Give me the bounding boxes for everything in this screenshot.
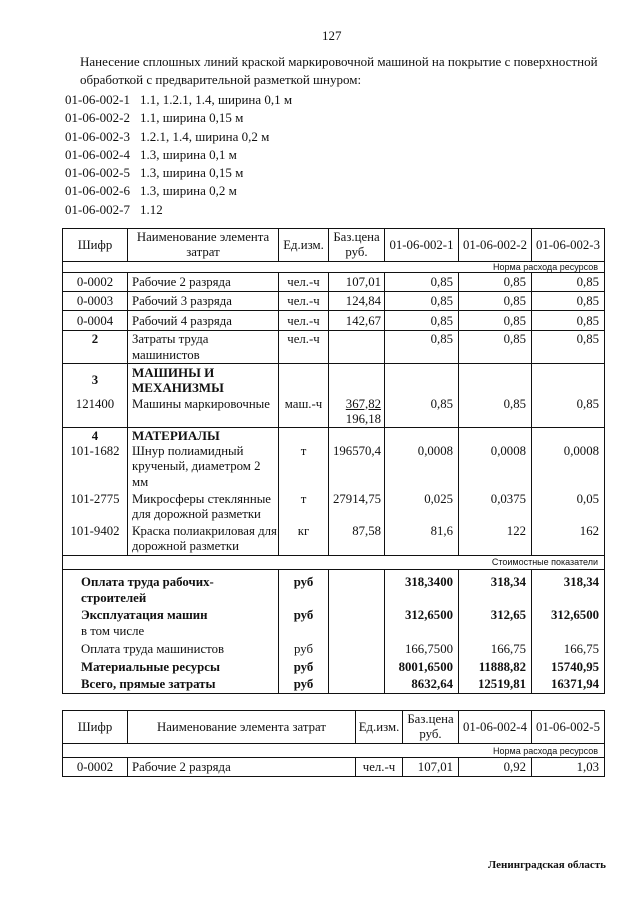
cell-unit: чел.-ч bbox=[356, 758, 403, 777]
section-code: 3 bbox=[63, 364, 128, 397]
cell-value: 318,3400 bbox=[385, 569, 459, 606]
total-name-text: Оплата труда рабочих-строителей bbox=[81, 574, 214, 605]
cell-value: 0,85 bbox=[459, 311, 532, 331]
cell-value: 0,85 bbox=[385, 273, 459, 292]
header-norm-column: 01-06-002-4 bbox=[459, 711, 532, 744]
cell-value: 0,92 bbox=[459, 758, 532, 777]
cell-value: 11888,82 bbox=[459, 658, 532, 675]
intro-paragraph bbox=[80, 53, 598, 89]
table-header-row bbox=[63, 229, 605, 262]
cell-value: 0,85 bbox=[459, 292, 532, 311]
section-title: МАТЕРИАЛЫ bbox=[128, 427, 279, 444]
cell-value: 0,85 bbox=[532, 397, 605, 428]
cell-value: 8632,64 bbox=[385, 675, 459, 693]
cell-value: 312,65 bbox=[459, 606, 532, 640]
cell-unit: руб bbox=[279, 569, 329, 606]
cell-price: 107,01 bbox=[403, 758, 459, 777]
cell-code: 0-0003 bbox=[63, 292, 128, 311]
cell-value: 0,0375 bbox=[459, 492, 532, 524]
cell-code: 101-9402 bbox=[63, 524, 128, 556]
total-name bbox=[63, 640, 279, 658]
header-price: Баз.цена руб. bbox=[329, 229, 385, 262]
norm-code-list bbox=[65, 91, 292, 219]
cell-value bbox=[385, 427, 459, 444]
cell-value: 0,025 bbox=[385, 492, 459, 524]
cell-value: 0,0008 bbox=[459, 444, 532, 492]
cell-value bbox=[459, 364, 532, 397]
cell-name: Рабочий 3 разряда bbox=[128, 292, 279, 311]
cell-price bbox=[329, 427, 385, 444]
cell-code: 0-0004 bbox=[63, 311, 128, 331]
cell-value: 0,85 bbox=[532, 311, 605, 331]
cell-value bbox=[532, 364, 605, 397]
cell-name: Краска полиакриловая для дорожной разметки bbox=[128, 524, 279, 556]
header-norm-column: 01-06-002-3 bbox=[532, 229, 605, 262]
totals-row bbox=[63, 658, 605, 675]
cell-value: 166,75 bbox=[459, 640, 532, 658]
cell-price: 124,84 bbox=[329, 292, 385, 311]
cell-value: 0,85 bbox=[532, 331, 605, 364]
norm-code: 01-06-002-5 bbox=[65, 165, 130, 181]
cell-value: 166,7500 bbox=[385, 640, 459, 658]
header-unit: Ед.изм. bbox=[356, 711, 403, 744]
cell-value bbox=[385, 364, 459, 397]
table-row bbox=[63, 524, 605, 556]
totals-row bbox=[63, 675, 605, 693]
norm-description: 1.12 bbox=[140, 201, 163, 217]
header-norm-column: 01-06-002-5 bbox=[532, 711, 605, 744]
cell-value: 0,85 bbox=[459, 397, 532, 428]
cell-value: 8001,6500 bbox=[385, 658, 459, 675]
cell-unit: маш.-ч bbox=[279, 397, 329, 428]
cell-unit: т bbox=[279, 492, 329, 524]
cell-value: 0,0008 bbox=[532, 444, 605, 492]
norm-code: 01-06-002-7 bbox=[65, 201, 130, 217]
norm-description: 1.1, ширина 0,15 м bbox=[140, 110, 244, 126]
cell-unit bbox=[279, 364, 329, 397]
cell-name: Рабочий 4 разряда bbox=[128, 311, 279, 331]
cell-value bbox=[459, 427, 532, 444]
norm-description: 1.3, ширина 0,2 м bbox=[140, 183, 237, 199]
cell-unit: руб bbox=[279, 675, 329, 693]
norm-code: 01-06-002-6 bbox=[65, 183, 130, 199]
cell-unit: руб bbox=[279, 658, 329, 675]
table-row bbox=[63, 292, 605, 311]
region-footer: Ленинградская область bbox=[488, 859, 606, 871]
total-name bbox=[63, 569, 279, 606]
total-name-text: Материальные ресурсы bbox=[81, 659, 220, 674]
norm-code: 01-06-002-1 bbox=[65, 92, 130, 107]
total-name-text: Эксплуатация машин bbox=[81, 608, 208, 622]
cell-unit: руб bbox=[279, 640, 329, 658]
header-unit: Ед.изм. bbox=[279, 229, 329, 262]
cell-value: 15740,95 bbox=[532, 658, 605, 675]
intro-line-2: обработкой с предварительной разметкой шнуром: bbox=[80, 72, 362, 87]
table-row bbox=[63, 311, 605, 331]
norm-description: 1.3, ширина 0,1 м bbox=[140, 146, 237, 162]
norm-code-item bbox=[65, 146, 292, 164]
cell-unit: кг bbox=[279, 524, 329, 556]
norm-code-item bbox=[65, 201, 292, 219]
table-header-row bbox=[63, 711, 605, 744]
cell-value: 318,34 bbox=[459, 569, 532, 606]
header-price: Баз.цена руб. bbox=[403, 711, 459, 744]
cell-code: 0-0002 bbox=[63, 273, 128, 292]
section-label-row bbox=[63, 555, 605, 569]
cell-code: 101-1682 bbox=[63, 444, 128, 492]
norm-code-item bbox=[65, 182, 292, 200]
norm-code-item bbox=[65, 91, 292, 109]
cell-price: 87,58 bbox=[329, 524, 385, 556]
cell-value: 0,85 bbox=[459, 273, 532, 292]
cell-unit: т bbox=[279, 444, 329, 492]
cell-value: 0,85 bbox=[385, 397, 459, 428]
total-note: в том числе bbox=[81, 624, 145, 638]
header-name: Наименование элемента затрат bbox=[128, 711, 356, 744]
total-name bbox=[63, 658, 279, 675]
header-norm-column: 01-06-002-1 bbox=[385, 229, 459, 262]
cell-unit: чел.-ч bbox=[279, 311, 329, 331]
cell-value: 0,05 bbox=[532, 492, 605, 524]
header-name: Наименование элемента затрат bbox=[128, 229, 279, 262]
norm-code: 01-06-002-4 bbox=[65, 146, 130, 162]
section-row bbox=[63, 427, 605, 444]
cell-value: 0,0008 bbox=[385, 444, 459, 492]
norm-description: 1.3, ширина 0,15 м bbox=[140, 165, 244, 181]
norm-label: Норма расхода ресурсов bbox=[63, 744, 605, 758]
cell-value: 122 bbox=[459, 524, 532, 556]
total-name bbox=[63, 675, 279, 693]
table-row bbox=[63, 331, 605, 364]
cell-price: 107,01 bbox=[329, 273, 385, 292]
norm-label: Норма расхода ресурсов bbox=[63, 262, 605, 273]
table-row bbox=[63, 492, 605, 524]
cell-price bbox=[329, 675, 385, 693]
cell-name: Рабочие 2 разряда bbox=[128, 758, 356, 777]
norm-code-item bbox=[65, 164, 292, 182]
page-number: 127 bbox=[322, 28, 342, 43]
norm-code-item bbox=[65, 128, 292, 146]
cell-price bbox=[329, 606, 385, 640]
cell-price bbox=[329, 331, 385, 364]
table-row bbox=[63, 444, 605, 492]
cell-price: 27914,75 bbox=[329, 492, 385, 524]
cell-price bbox=[329, 658, 385, 675]
cell-value: 0,85 bbox=[532, 273, 605, 292]
norm-code: 01-06-002-3 bbox=[65, 128, 130, 144]
cell-name: Затраты труда машинистов bbox=[128, 331, 279, 364]
cell-code: 121400 bbox=[63, 397, 128, 428]
cell-value: 1,03 bbox=[532, 758, 605, 777]
section-title: МАШИНЫ И МЕХАНИЗМЫ bbox=[128, 364, 279, 397]
cell-code: 0-0002 bbox=[63, 758, 128, 777]
cell-unit: руб bbox=[279, 606, 329, 640]
cell-price bbox=[329, 364, 385, 397]
cell-code: 101-2775 bbox=[63, 492, 128, 524]
price-alt-value: 196,18 bbox=[345, 411, 381, 426]
total-name-text: Всего, прямые затраты bbox=[81, 676, 216, 691]
cell-value: 312,6500 bbox=[385, 606, 459, 640]
cell-name: Рабочие 2 разряда bbox=[128, 273, 279, 292]
cell-unit: чел.-ч bbox=[279, 273, 329, 292]
cell-value: 12519,81 bbox=[459, 675, 532, 693]
total-name-text: Оплата труда машинистов bbox=[81, 642, 225, 656]
price-value: 367,82 bbox=[345, 396, 381, 411]
cell-value: 0,85 bbox=[385, 331, 459, 364]
table-row bbox=[63, 273, 605, 292]
cell-price: 142,67 bbox=[329, 311, 385, 331]
cell-value: 318,34 bbox=[532, 569, 605, 606]
cell-value: 16371,94 bbox=[532, 675, 605, 693]
cell-name: Микросферы стеклянные для дорожной разметки bbox=[128, 492, 279, 524]
cell-price bbox=[329, 569, 385, 606]
cell-value: 0,85 bbox=[459, 331, 532, 364]
intro-line-1: Нанесение сплошных линий краской маркировочной машиной на покрытие с поверхностной bbox=[80, 54, 598, 69]
header-code: Шифр bbox=[63, 229, 128, 262]
cell-value: 162 bbox=[532, 524, 605, 556]
section-label-row bbox=[63, 744, 605, 758]
totals-row bbox=[63, 569, 605, 606]
cell-name: Машины маркировочные bbox=[128, 397, 279, 428]
cost-label: Стоимостные показатели bbox=[63, 555, 605, 569]
resource-table-2 bbox=[62, 710, 605, 777]
cell-unit bbox=[279, 427, 329, 444]
cell-code: 2 bbox=[63, 331, 128, 364]
cell-value: 0,85 bbox=[532, 292, 605, 311]
section-code: 4 bbox=[63, 427, 128, 444]
section-label-row bbox=[63, 262, 605, 273]
table-row bbox=[63, 397, 605, 428]
cell-price bbox=[329, 640, 385, 658]
norm-description: 1.2.1, 1.4, ширина 0,2 м bbox=[140, 128, 270, 144]
totals-row bbox=[63, 640, 605, 658]
cell-value: 166,75 bbox=[532, 640, 605, 658]
total-name bbox=[63, 606, 279, 640]
cell-value: 81,6 bbox=[385, 524, 459, 556]
cell-unit: чел.-ч bbox=[279, 331, 329, 364]
norm-code-item bbox=[65, 109, 292, 127]
resource-table-1 bbox=[62, 228, 605, 694]
header-norm-column: 01-06-002-2 bbox=[459, 229, 532, 262]
cell-value bbox=[532, 427, 605, 444]
cell-price: 196570,4 bbox=[329, 444, 385, 492]
table-row bbox=[63, 758, 605, 777]
header-code: Шифр bbox=[63, 711, 128, 744]
cell-value: 0,85 bbox=[385, 292, 459, 311]
cell-unit: чел.-ч bbox=[279, 292, 329, 311]
cell-value: 312,6500 bbox=[532, 606, 605, 640]
section-row bbox=[63, 364, 605, 397]
norm-code: 01-06-002-2 bbox=[65, 110, 130, 126]
totals-row bbox=[63, 606, 605, 640]
cell-value: 0,85 bbox=[385, 311, 459, 331]
cell-name: Шнур полиамидный крученый, диаметром 2 мм bbox=[128, 444, 279, 492]
cell-price bbox=[329, 397, 385, 428]
norm-description: 1.1, 1.2.1, 1.4, ширина 0,1 м bbox=[140, 92, 293, 107]
